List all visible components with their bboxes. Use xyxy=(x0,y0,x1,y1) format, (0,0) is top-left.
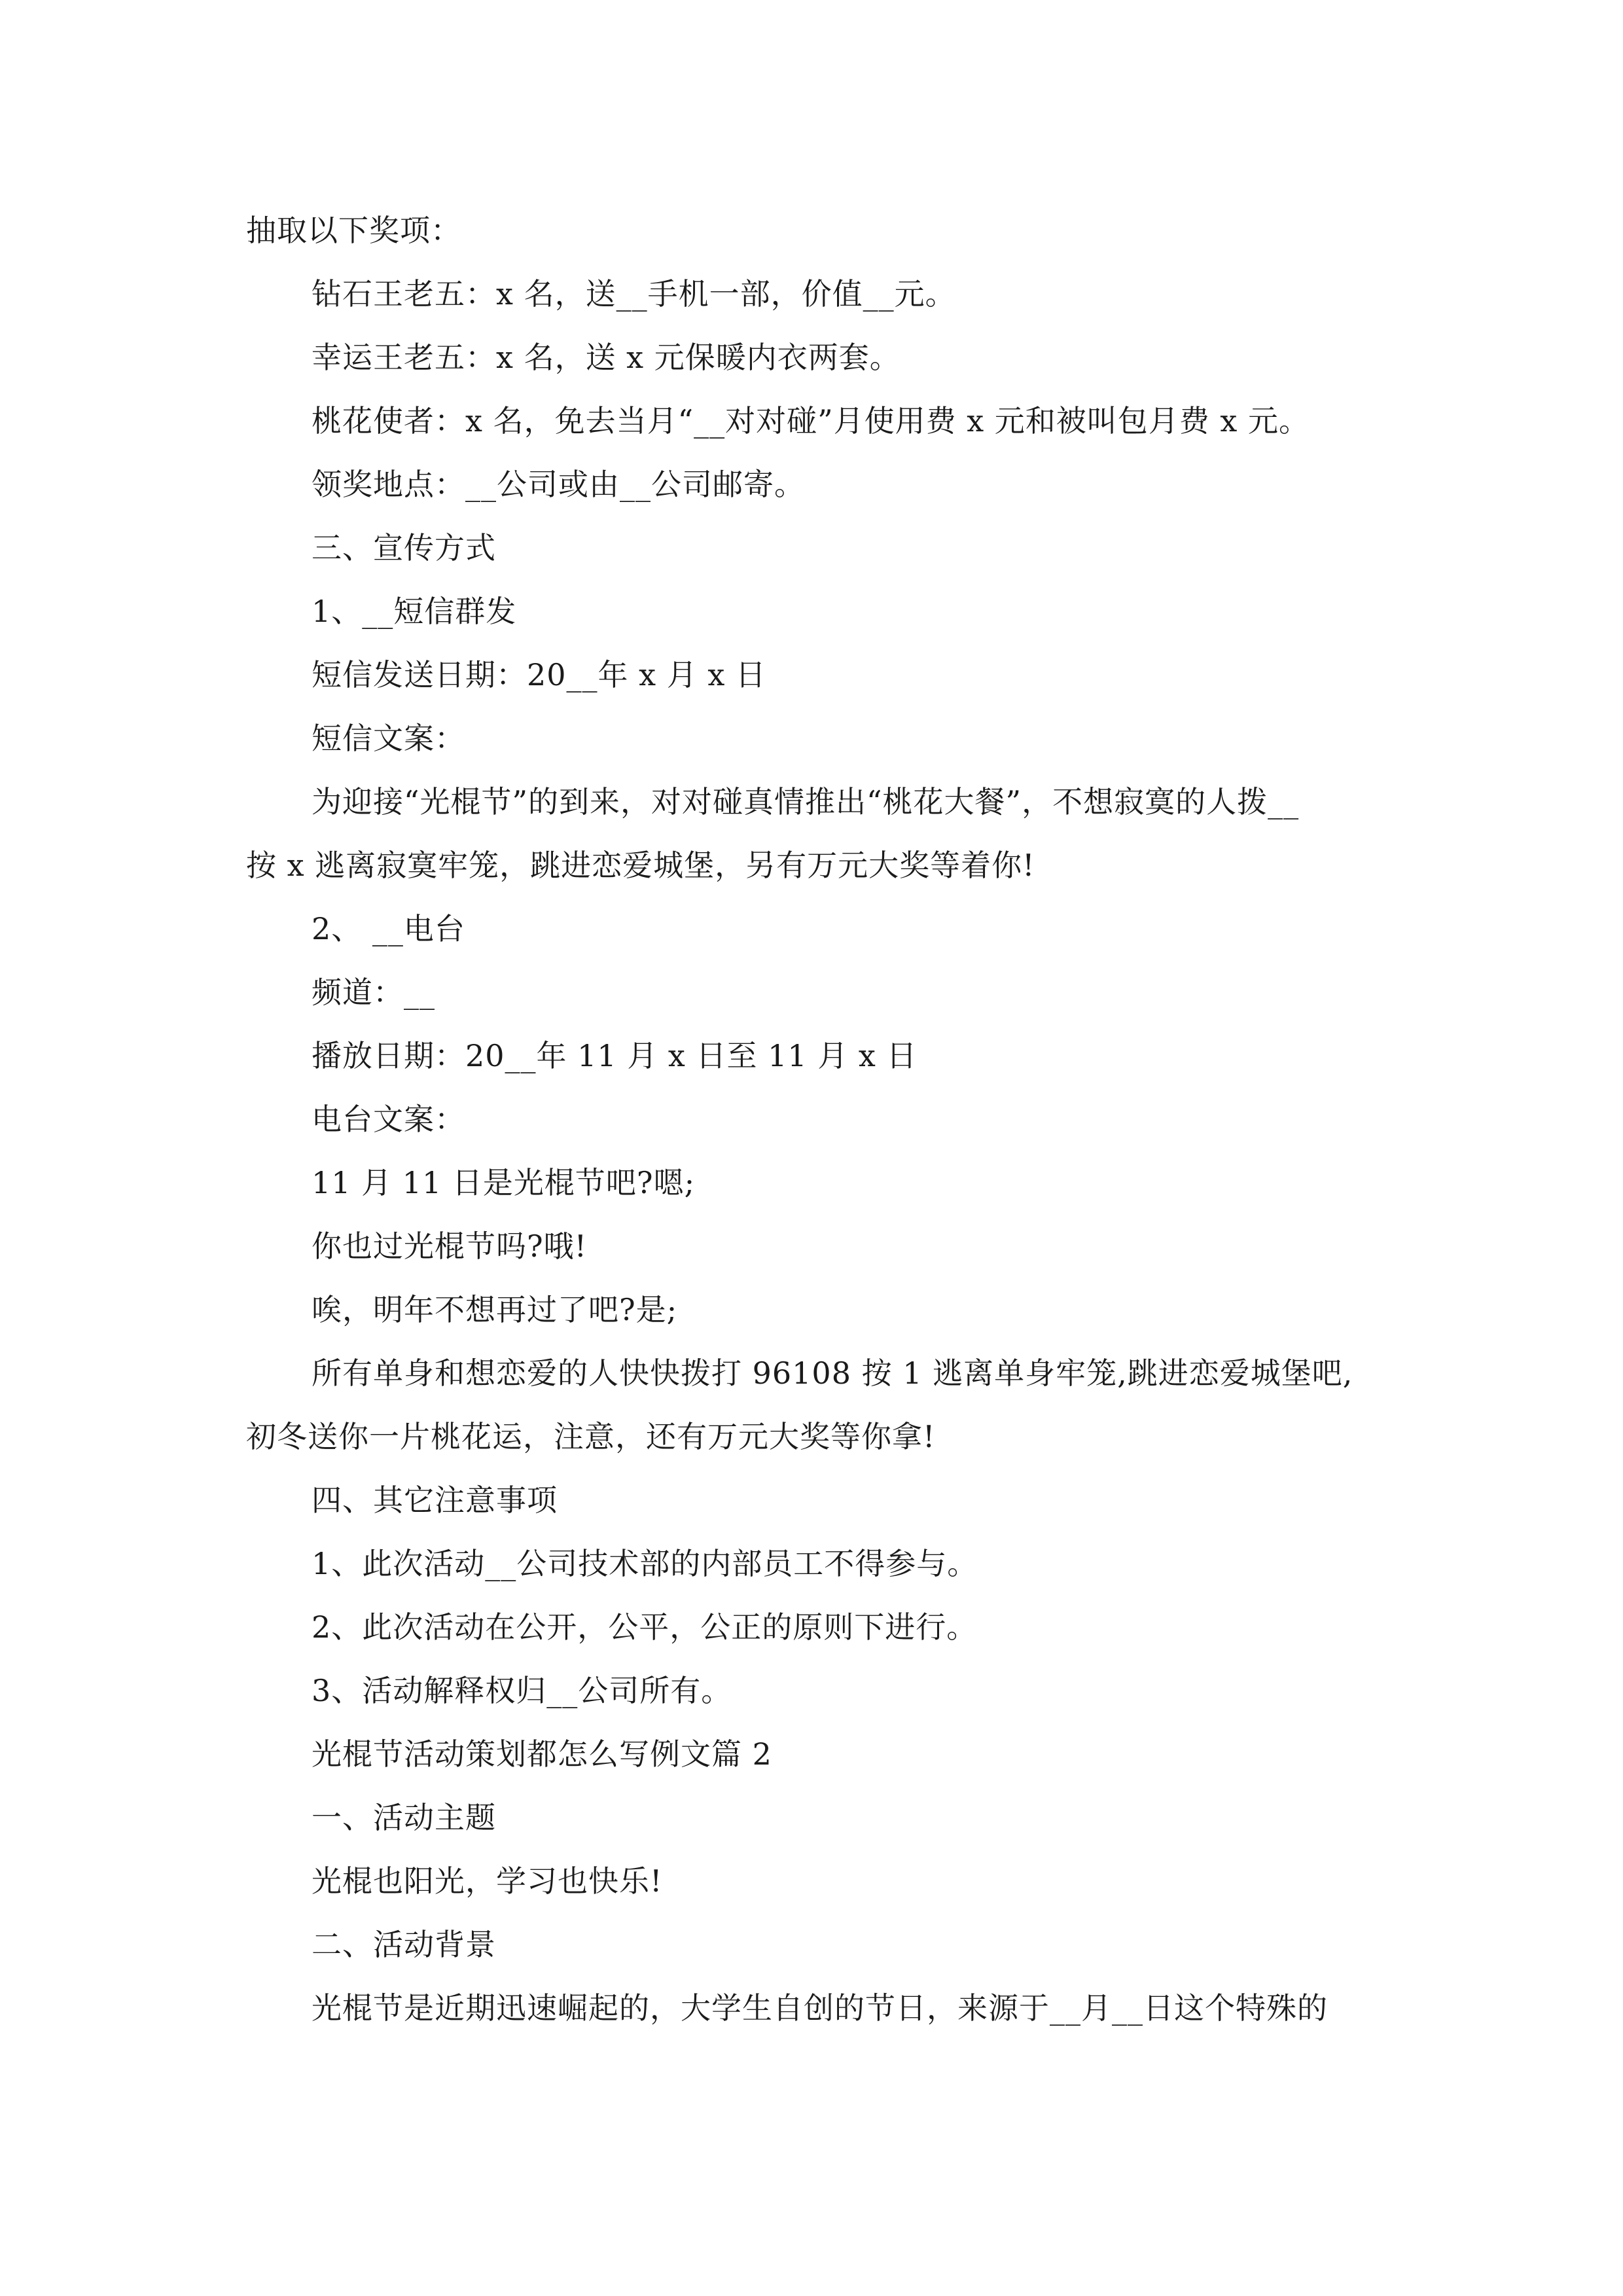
background-line: 光棍节是近期迅速崛起的，大学生自创的节日，来源于__月__日这个特殊的 xyxy=(312,1990,1328,2026)
sms-date-line: 短信发送日期：20__年 x 月 x 日 xyxy=(312,657,766,692)
section-heading-theme: 一、活动主题 xyxy=(312,1800,496,1835)
section-heading-notes: 四、其它注意事项 xyxy=(312,1482,558,1518)
radio-date-line: 播放日期：20__年 11 月 x 日至 11 月 x 日 xyxy=(312,1038,918,1073)
radio-copy-label: 电台文案： xyxy=(312,1102,465,1137)
prize-diamond-line: 钻石王老五：x 名，送__手机一部，价值__元。 xyxy=(312,276,956,312)
note-line-3: 3、活动解释权归__公司所有。 xyxy=(312,1673,732,1708)
note-line-2: 2、此次活动在公开，公平，公正的原则下进行。 xyxy=(312,1609,978,1645)
radio-channel-line: 频道：__ xyxy=(312,975,435,1010)
radio-copy-line-1: 11 月 11 日是光棍节吧?嗯; xyxy=(312,1165,696,1200)
prize-intro-line: 抽取以下奖项： xyxy=(246,213,461,248)
sms-copy-line-1: 为迎接“光棍节”的到来，对对碰真情推出“桃花大餐”，不想寂寞的人拨__ xyxy=(312,784,1300,819)
radio-copy-line-2: 你也过光棍节吗?哦! xyxy=(312,1229,588,1264)
sms-copy-label: 短信文案： xyxy=(312,721,465,756)
example-title: 光棍节活动策划都怎么写例文篇 2 xyxy=(312,1736,772,1772)
radio-heading: 2、 __电台 xyxy=(312,911,465,946)
prize-location-line: 领奖地点：__公司或由__公司邮寄。 xyxy=(312,467,805,502)
radio-copy-line-3: 唉，明年不想再过了吧?是; xyxy=(312,1292,678,1327)
note-line-1: 1、此次活动__公司技术部的内部员工不得参与。 xyxy=(312,1546,978,1581)
prize-peach-line: 桃花使者：x 名，免去当月“__对对碰”月使用费 x 元和被叫包月费 x 元。 xyxy=(312,403,1310,439)
section-heading-background: 二、活动背景 xyxy=(312,1927,496,1962)
prize-lucky-line: 幸运王老五：x 名，送 x 元保暖内衣两套。 xyxy=(312,340,901,375)
theme-line: 光棍也阳光，学习也快乐! xyxy=(312,1863,663,1899)
radio-copy-line-4: 所有单身和想恋爱的人快快拨打 96108 按 1 逃离单身牢笼,跳进恋爱城堡吧, xyxy=(312,1355,1353,1391)
sms-copy-line-2: 按 x 逃离寂寞牢笼，跳进恋爱城堡，另有万元大奖等着你! xyxy=(246,848,1035,883)
section-heading-promotion: 三、宣传方式 xyxy=(312,530,496,565)
sms-heading: 1、__短信群发 xyxy=(312,594,517,629)
radio-copy-line-5: 初冬送你一片桃花运，注意，还有万元大奖等你拿! xyxy=(246,1419,936,1454)
